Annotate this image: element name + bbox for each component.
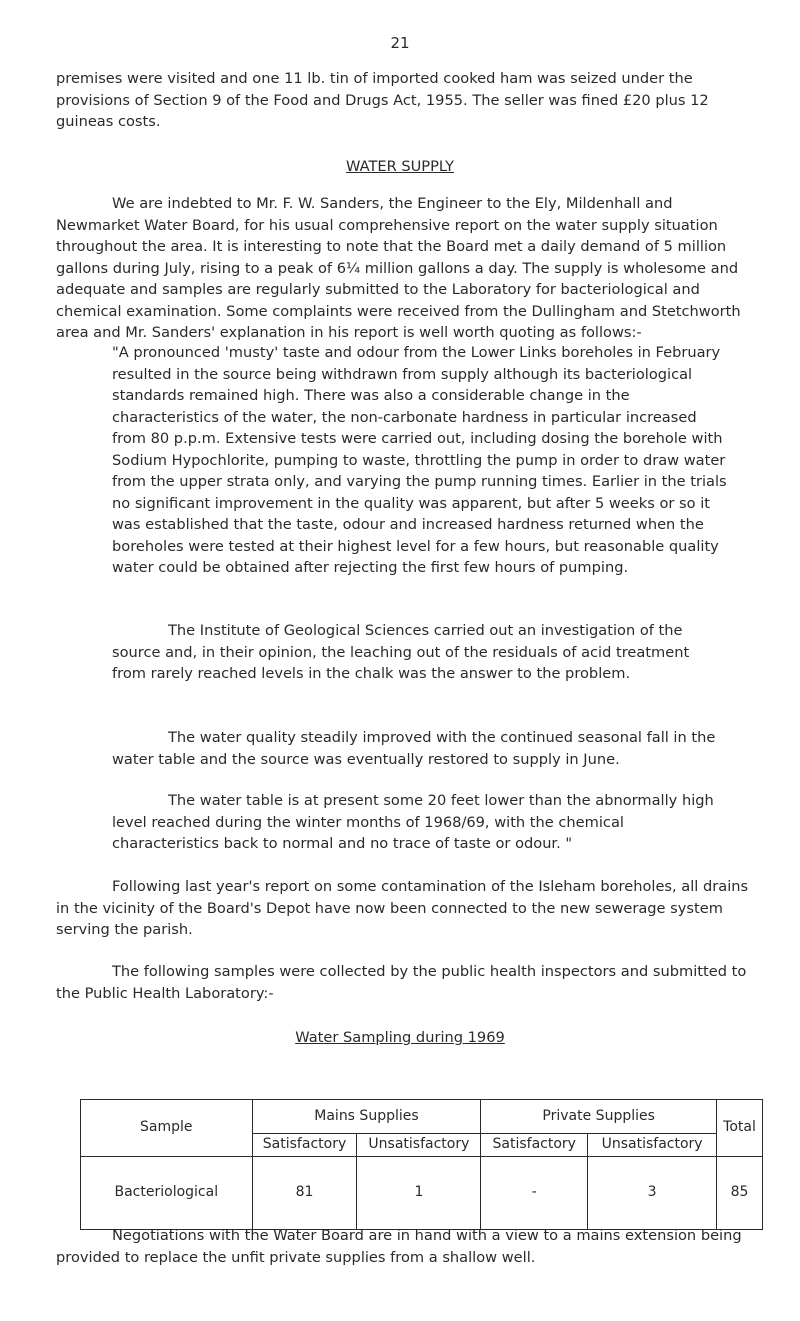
- cell-private-satisfactory: -: [481, 1156, 588, 1229]
- samples-intro-paragraph: The following samples were collected by the public health inspectors and submitted to the Public Health Laboratory:-: [56, 963, 747, 1002]
- water-supply-paragraph: We are indebted to Mr. F. W. Sanders, the Engineer to the Ely, Mildenhall and Newmarket Water Board, for his usual comprehensive report on the water supply situation throughout the area. It is interesting to note that the Board met a daily demand of 5 million gallons during July, rising to a peak of 6¼ million gallons a day. The supply is wholesome and adequate and samples are regularly submitted to the Laboratory for bacteriological and chemical examination. Some complaints were received from the Dullingham and Stetchworth area and Mr. Sanders' explanation in his report is well worth quoting as follows:-: [56, 195, 741, 341]
- quote-paragraph-4: The water table is at present some 20 feet lower than the abnormally high level reached during the winter months of 1968/69, with the chemical characteristics back to normal and no trace of taste or odour. ": [112, 792, 714, 852]
- table-heading: Water Sampling during 1969: [295, 1029, 505, 1046]
- header-total: Total: [717, 1100, 763, 1157]
- quote-paragraph-2: The Institute of Geological Sciences carried out an investigation of the source and, in their opinion, the leaching out of the residuals of acid treatment from rarely reached levels in the chalk was the answer to the problem.: [112, 622, 690, 682]
- quote-paragraph-1: "A pronounced 'musty' taste and odour from the Lower Links boreholes in February resulted in the source being withdrawn from supply although its bacteriological standards remained high. There was also a considerable change in the characteristics of the water, the non-carbonate hardness in particular increased from 80 p.p.m. Extensive tests were carried out, including dosing the borehole with Sodium Hypochlorite, pumping to waste, throttling the pump in order to draw water from the upper strata only, and varying the pump running times. Earlier in the trials no significant improvement in the quality was apparent, but after 5 weeks or so it was established that the taste, odour and increased hardness returned when the boreholes were tested at their highest level for a few hours, but reasonable quality water could be obtained after rejecting the first few hours of pumping.: [112, 344, 727, 576]
- water-sampling-table: [80, 1099, 763, 1230]
- isleham-paragraph: Following last year's report on some contamination of the Isleham boreholes, all drains in the vicinity of the Board's Depot have now been connected to the new sewerage system serving the parish.: [56, 878, 749, 938]
- page-number: 21: [390, 34, 410, 52]
- negotiations-paragraph: Negotiations with the Water Board are in hand with a view to a mains extension being provided to replace the unfit private supplies from a shallow well.: [56, 1227, 742, 1266]
- quote-paragraph-3: The water quality steadily improved with the continued seasonal fall in the water table and the source was eventually restored to supply in June.: [112, 729, 716, 768]
- cell-private-unsatisfactory: 3: [588, 1156, 717, 1229]
- header-private-supplies: Private Supplies: [481, 1100, 717, 1134]
- header-mains-unsatisfactory: Unsatisfactory: [357, 1134, 481, 1157]
- header-private-satisfactory: Satisfactory: [481, 1134, 588, 1157]
- header-private-unsatisfactory: Unsatisfactory: [588, 1134, 717, 1157]
- intro-paragraph: premises were visited and one 11 lb. tin of imported cooked ham was seized under the provisions of Section 9 of the Food and Drugs Act, 1955. The seller was fined £20 plus 12 guineas costs.: [56, 70, 709, 130]
- cell-sample: Bacteriological: [81, 1156, 253, 1229]
- cell-mains-unsatisfactory: 1: [357, 1156, 481, 1229]
- cell-total: 85: [717, 1156, 763, 1229]
- cell-mains-satisfactory: 81: [252, 1156, 357, 1229]
- header-sample: Sample: [81, 1100, 253, 1157]
- header-mains-satisfactory: Satisfactory: [252, 1134, 357, 1157]
- water-supply-heading: WATER SUPPLY: [345, 158, 455, 175]
- header-mains-supplies: Mains Supplies: [252, 1100, 481, 1134]
- table-row: [81, 1156, 763, 1229]
